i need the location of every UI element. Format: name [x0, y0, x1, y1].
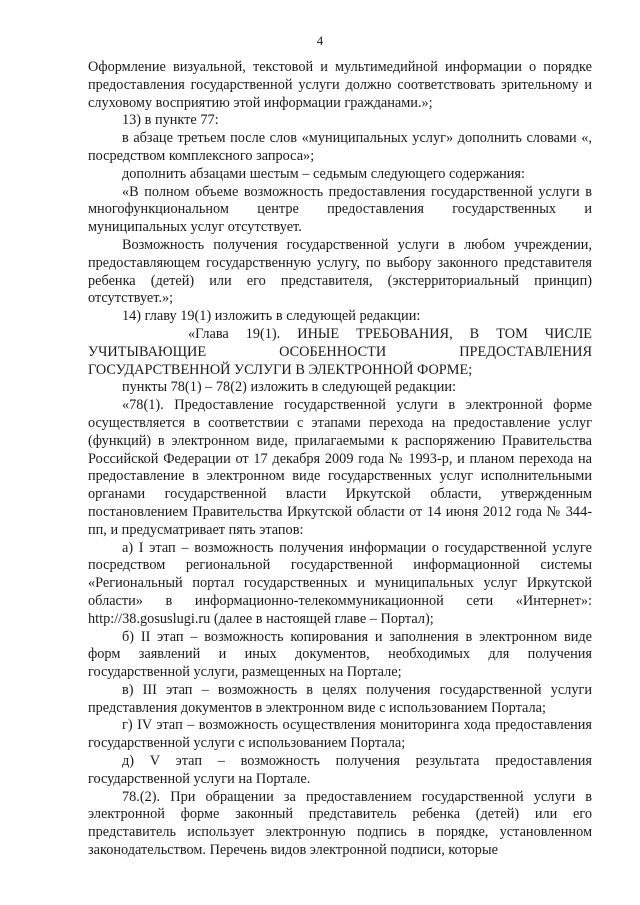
paragraph-stage-4: г) IV этап – возможность осуществления мониторинга хода предоставления государственной услуги с использованием Портала;	[88, 717, 592, 752]
paragraph-add-abzac: дополнить абзацами шестым – седьмым следующего содержания:	[122, 165, 525, 182]
paragraph-stage-3: в) III этап – возможность в целях получения государственной услуги представления документов в электронном виде с использованием Портала;	[88, 681, 592, 716]
chapter-heading: «Глава 19(1). ИНЫЕ ТРЕБОВАНИЯ, В ТОМ ЧИСЛЕ УЧИТЫВАЮЩИЕ ОСОБЕННОСТИ ПРЕДОСТАВЛЕНИЯ ГОСУДАРСТВЕННОЙ УСЛУГИ В ЭЛЕКТРОННОЙ ФОРМЕ;	[88, 325, 592, 378]
paragraph-stage-5: д) V этап – возможность получения результата предоставления государственной услуги на Портале.	[88, 753, 592, 787]
paragraph-78-1: «78(1). Предоставление государственной услуги в электронной форме осуществляется в соответствии с этапами перехода на предоставление услуг (функций) в электронном виде, прилагаемыми к распоряжению Правительства Российской Федерации от 17 декабря 2009 года № 1993-р, и планом перехода на предоставление в электронном виде государственных услуг исполнительными органами государственной власти Иркутской области, утвержденным постановлением Правительства Иркутской области от 14 июня 2012 года № 344-пп, и предусматривает пять этапов:	[88, 397, 592, 538]
paragraph-mfc: «В полном объеме возможность предоставления государственной услуги в многофункциональном центре предоставления государственных и муниципальных услуг отсутствует.	[88, 183, 592, 236]
paragraph-points-78: пункты 78(1) – 78(2) изложить в следующей редакции:	[122, 379, 456, 396]
paragraph-stage-2: б) II этап – возможность копирования и заполнения в электронном виде форм заявлений и иных документов, необходимых для получения государственной услуги, размещенных на Портале;	[88, 628, 592, 681]
paragraph-78-2: 78.(2). При обращении за предоставлением государственной услуги в электронной форме законный представитель ребенка (детей) или его представитель использует электронную подпись в порядке, установленном законодательством. Перечень видов электронной подписи, которые	[88, 788, 592, 859]
paragraph-item-13: 13) в пункте 77:	[122, 112, 219, 129]
paragraph-stage-1: а) I этап – возможность получения информации о государственной услуге посредством региональной государственной информационной системы «Региональный портал государственных и муниципальных услуг Иркутской области» в информационно-телекоммуникационной сети «Интернет»: http://38.gosuslugi.ru (далее в настоящей главе – Портал);	[88, 539, 592, 627]
paragraph-visual-info: Оформление визуальной, текстовой и мультимедийной информации о порядке предоставления государственной услуги должно соответствовать зрительному и слуховому восприятию этой информации гражданами.»;	[88, 59, 592, 111]
paragraph-item-14: 14) главу 19(1) изложить в следующей редакции:	[122, 308, 421, 325]
paragraph-extraterritorial: Возможность получения государственной услуги в любом учреждении, предоставляющем государственную услугу, по выбору законного представителя ребенка (детей) или его представителя, (экстерриториальный принцип) отсутствует.»;	[88, 236, 592, 307]
page-number: 4	[316, 33, 324, 48]
paragraph-abzac-3: в абзаце третьем после слов «муниципальных услуг» дополнить словами «, посредством комплексного запроса»;	[88, 130, 592, 164]
document-body	[88, 59, 592, 860]
